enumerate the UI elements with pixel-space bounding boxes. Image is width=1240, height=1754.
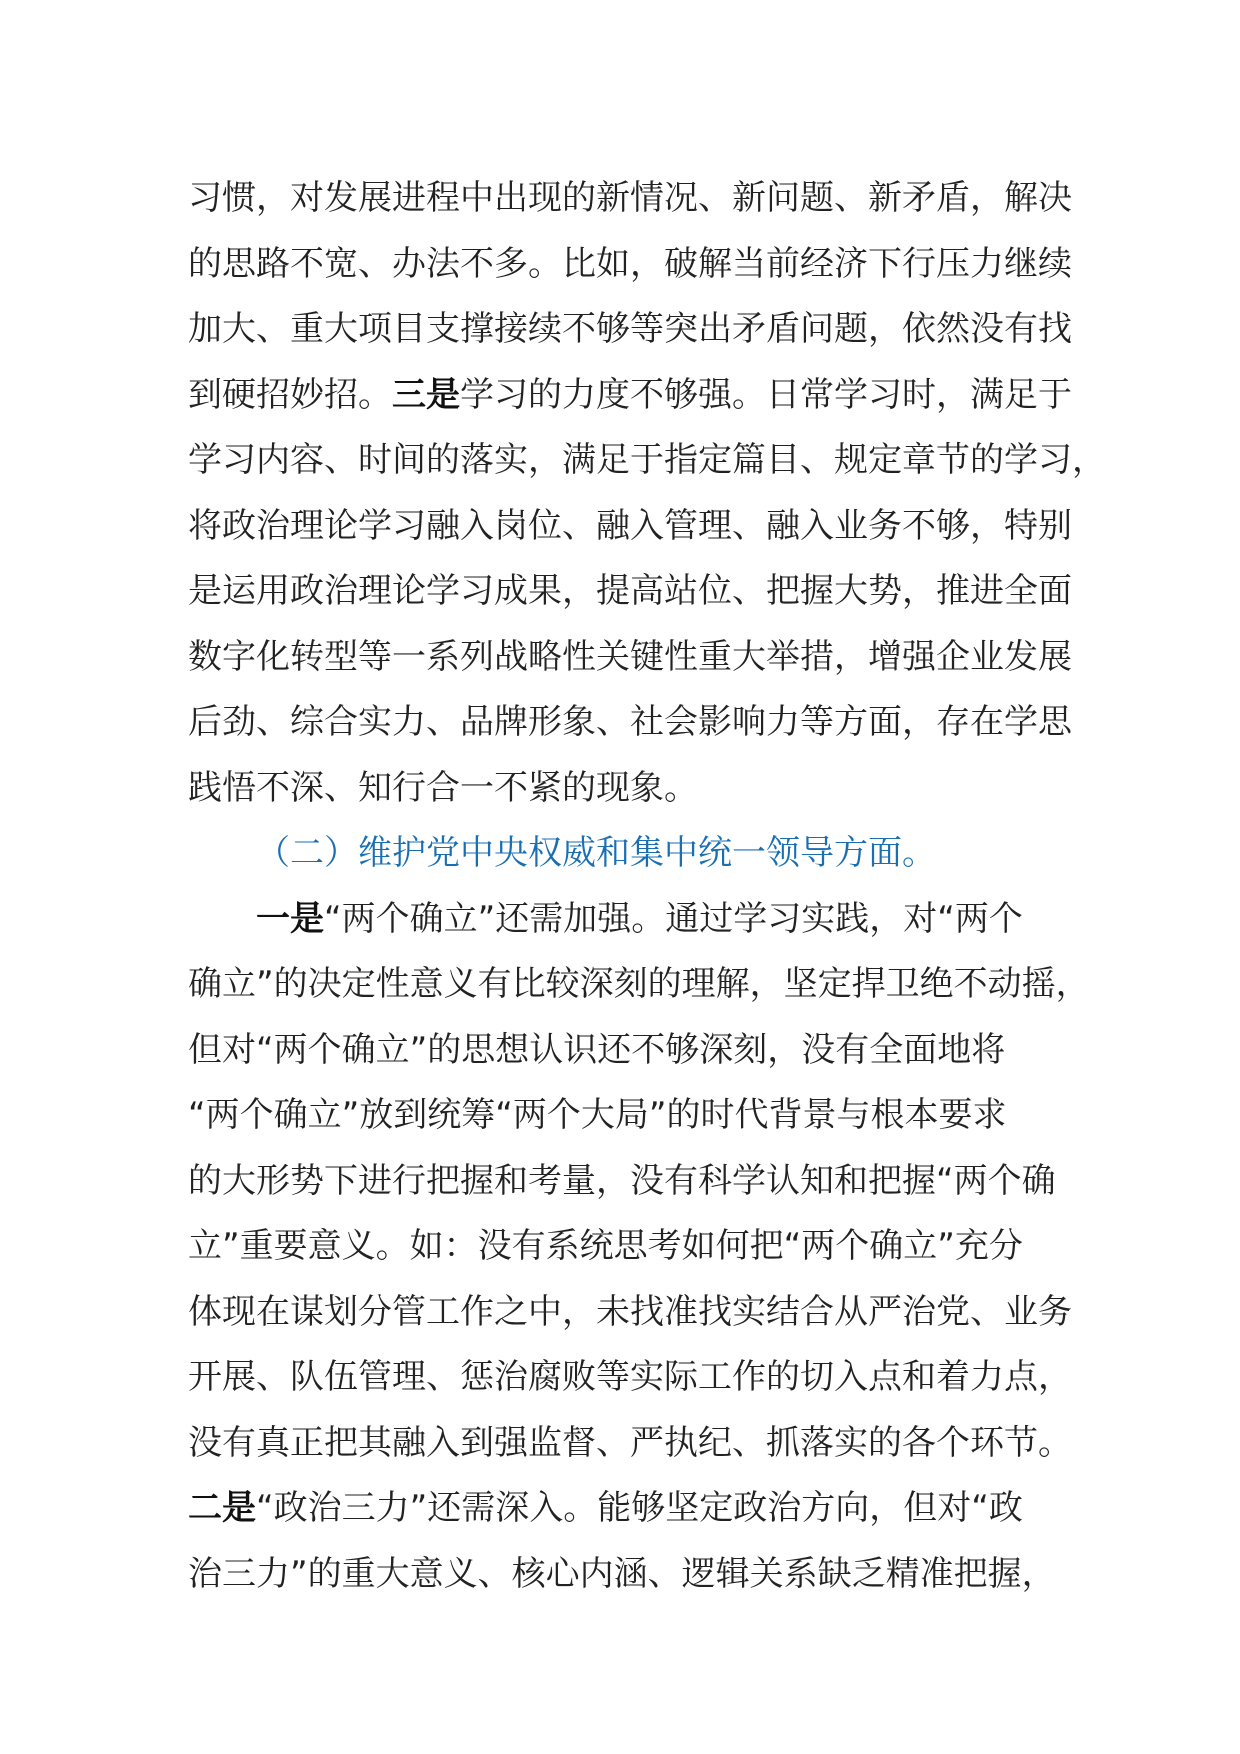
text-line: 二是“政治三力”还需深入。能够坚定政治方向，但对“政 — [188, 1488, 1023, 1528]
text-line: “两个确立”放到统筹“两个大局”的时代背景与根本要求 — [188, 1095, 1007, 1135]
text-line: 体现在谋划分管工作之中，未找准找实结合从严治党、业务 — [188, 1291, 1072, 1332]
bold-lead: 一是 — [256, 898, 324, 939]
text-line: 加大、重大项目支撑接续不够等突出矛盾问题，依然没有找 — [188, 309, 1072, 349]
text-line: 但对“两个确立”的思想认识还不够深刻，没有全面地将 — [188, 1029, 1006, 1070]
section-heading: （二）维护党中央权威和集中统一领导方面。 — [256, 833, 936, 873]
text-line: 开展、队伍管理、惩治腐败等实际工作的切入点和着力点， — [188, 1357, 1072, 1397]
text-line: 没有真正把其融入到强监督、严执纪、抓落实的各个环节。 — [188, 1422, 1072, 1463]
text-line: 将政治理论学习融入岗位、融入管理、融入业务不够，特别 — [188, 505, 1072, 546]
document-body — [188, 166, 1106, 1607]
text-line: 到硬招妙招。三是学习的力度不够强。日常学习时，满足于 — [188, 374, 1072, 415]
text-line: 是运用政治理论学习成果，提高站位、把握大势，推进全面 — [188, 571, 1072, 611]
text-line: 的思路不宽、办法不多。比如，破解当前经济下行压力继续 — [188, 243, 1072, 284]
text-line: 后劲、综合实力、品牌形象、社会影响力等方面，存在学思 — [188, 702, 1072, 742]
text-line: 的大形势下进行把握和考量，没有科学认知和把握“两个确 — [188, 1160, 1056, 1201]
bold-lead: 二是 — [188, 1488, 256, 1528]
text-line: 学习内容、时间的落实，满足于指定篇目、规定章节的学习， — [188, 440, 1106, 480]
text-line: 数字化转型等一系列战略性关键性重大举措，增强企业发展 — [188, 636, 1072, 677]
bold-lead: 三是 — [392, 374, 460, 415]
text-line: 立”重要意义。如：没有系统思考如何把“两个确立”充分 — [188, 1226, 1023, 1266]
text-line: 践悟不深、知行合一不紧的现象。 — [188, 767, 698, 808]
text-line: 一是“两个确立”还需加强。通过学习实践，对“两个 — [256, 898, 1023, 939]
text-line: 治三力”的重大意义、核心内涵、逻辑关系缺乏精准把握， — [188, 1553, 1056, 1594]
text-line: 习惯，对发展进程中出现的新情况、新问题、新矛盾，解决 — [188, 178, 1072, 218]
text-line: 确立”的决定性意义有比较深刻的理解，坚定捍卫绝不动摇， — [188, 964, 1090, 1004]
